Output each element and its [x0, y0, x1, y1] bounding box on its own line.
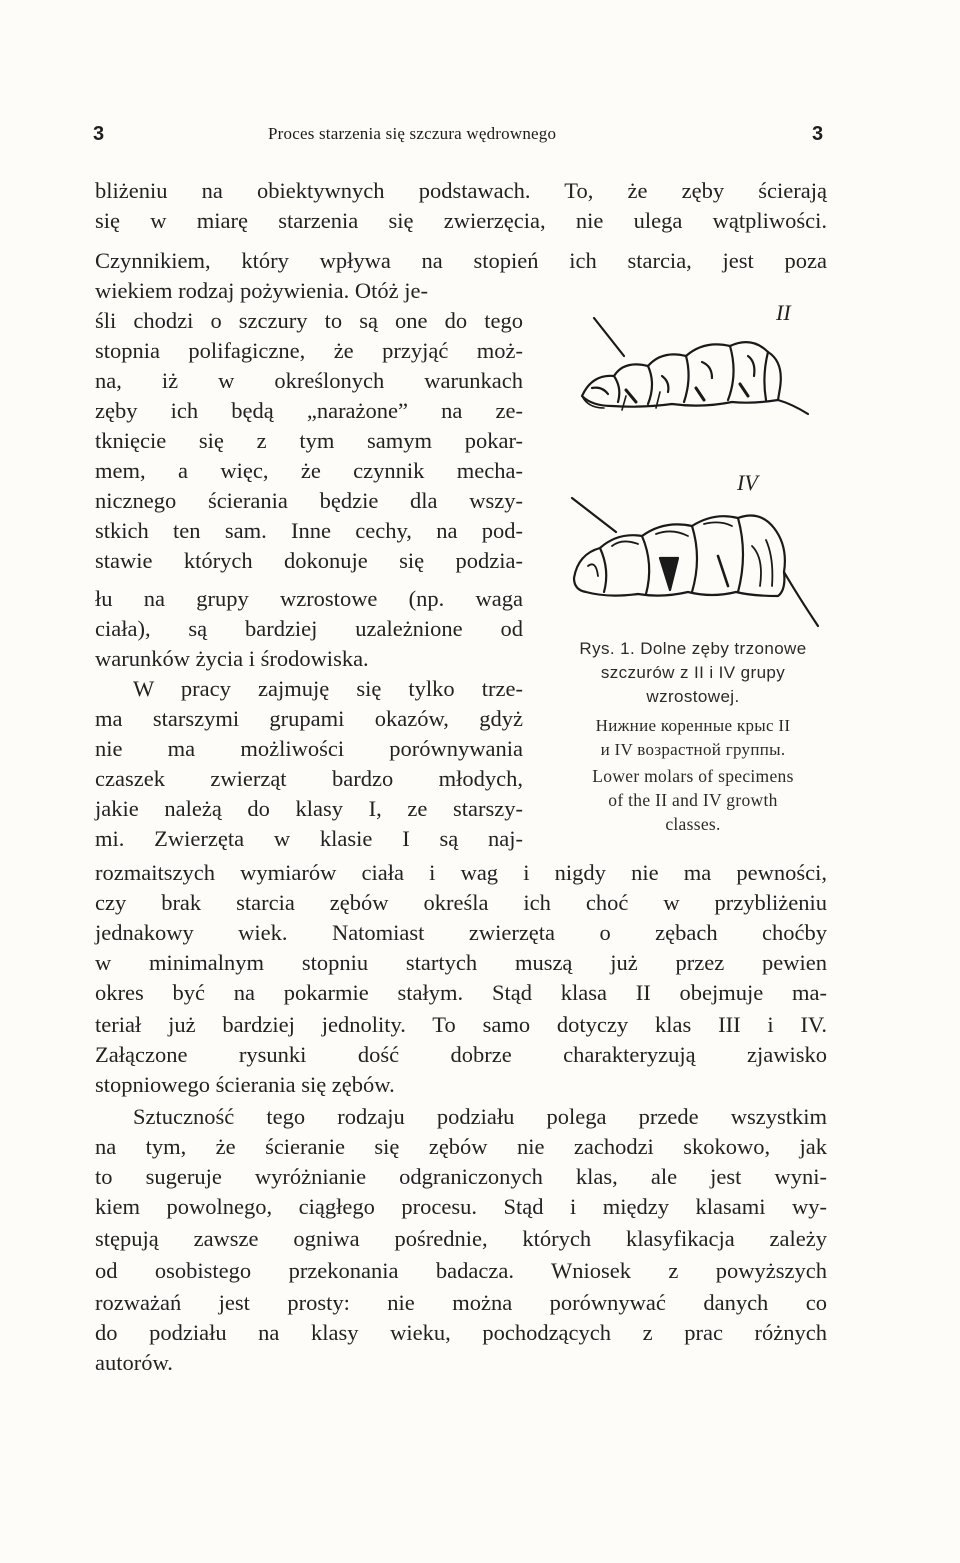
text-line: jakie należą do klasy I, ze starszy- [95, 796, 523, 821]
text-line: rozważań jest prosty: nie można porównywać danych co [95, 1290, 827, 1315]
molars-group-ii [582, 342, 808, 414]
text-line: stępują zawsze ogniwa pośrednie, których klasyfikacja zależy [95, 1226, 827, 1251]
text-line: W pracy zajmuję się tylko trze- [133, 676, 523, 701]
text-line: czy brak starcia zębów określa ich choć w przybliżeniu [95, 890, 827, 915]
text-line: Załączone rysunki dość dobrze charakteryzują zjawisko [95, 1042, 827, 1067]
text-line: autorów. [95, 1350, 173, 1375]
molars-group-iv [574, 516, 818, 626]
text-line: nie ma możliwości porównywania [95, 736, 523, 761]
caption-line-ru: и IV возрастной группы. [600, 740, 786, 759]
text-line: bliżeniu na obiektywnych podstawach. To, że zęby ścierają [95, 178, 827, 203]
text-line: na, iż w określonych warunkach [95, 368, 523, 393]
text-line: wiekiem rodzaj pożywienia. Otóż je- [95, 278, 428, 303]
caption-line-pl: wzrostowej. [646, 687, 740, 706]
text-line: stkich ten sam. Inne cechy, na pod- [95, 518, 523, 543]
text-line: teriał już bardziej jednolity. To samo dotyczy klas III i IV. [95, 1012, 827, 1037]
text-line: od osobistego przekonania badacza. Wniosek z powyższych [95, 1258, 827, 1283]
text-line: się w miarę starzenia się zwierzęcia, nie ulega wątpliwości. [95, 208, 827, 233]
text-line: to sugeruje wyróżnianie odgraniczonych klas, ale jest wyni- [95, 1164, 827, 1189]
text-line: tknięcie się z tym samym pokar- [95, 428, 523, 453]
text-line: łu na grupy wzrostowe (np. waga [95, 586, 523, 611]
text-line: kiem powolnego, ciągłego procesu. Stąd i między klasami wy- [95, 1194, 827, 1219]
text-line: mi. Zwierzęta w klasie I są naj- [95, 826, 523, 851]
text-line: warunków życia i środowiska. [95, 646, 369, 671]
text-line: nicznego ścierania będzie dla wszy- [95, 488, 523, 513]
text-line: do podziału na klasy wieku, pochodzących z prac różnych [95, 1320, 827, 1345]
caption-line-pl: Rys. 1. Dolne zęby trzonowe [579, 639, 807, 658]
caption-line-en: Lower molars of specimens [592, 766, 794, 786]
page-number-left: 3 [93, 123, 105, 145]
figure-label-ii: II [776, 300, 791, 325]
text-line: w minimalnym stopniu startych muszą już przez pewien [95, 950, 827, 975]
text-line: Czynnikiem, który wpływa na stopień ich starcia, jest poza [95, 248, 827, 273]
text-line: stopniowego ścierania się zębów. [95, 1072, 395, 1097]
text-line: zęby ich będą „narażone” na ze- [95, 398, 523, 423]
text-line: stopnia polifagiczne, że przyjąć moż- [95, 338, 523, 363]
text-line: okres być na pokarmie stałym. Stąd klasa II obejmuje ma- [95, 980, 827, 1005]
caption-line-ru: Нижние коренные крыс II [595, 716, 791, 735]
text-line: stawie których dokonuje się podzia- [95, 548, 523, 573]
text-line: śli chodzi o szczury to są one do tego [95, 308, 523, 333]
figure-label-iv: IV [737, 470, 758, 495]
text-line: na tym, że ścieranie się zębów nie zachodzi skokowo, jak [95, 1134, 827, 1159]
text-line: ma starszymi grupami okazów, gdyż [95, 706, 523, 731]
running-title: Proces starzenia się szczura wędrownego [268, 124, 557, 143]
caption-line-en: of the II and IV growth [608, 790, 778, 810]
text-line: ciała), są bardziej uzależnione od [95, 616, 523, 641]
molars-illustration [552, 296, 842, 641]
pointer-line [572, 498, 616, 532]
page-number-right: 3 [812, 123, 824, 145]
text-line: czaszek zwierząt bardzo młodych, [95, 766, 523, 791]
text-line: jednakowy wiek. Natomiast zwierzęta o zębach choćby [95, 920, 827, 945]
text-line: mem, a więc, że czynnik mecha- [95, 458, 523, 483]
caption-line-pl: szczurów z II i IV grupy [600, 663, 786, 682]
text-line: rozmaitszych wymiarów ciała i wag i nigdy nie ma pewności, [95, 860, 827, 885]
text-line: Sztuczność tego rodzaju podziału polega przede wszystkim [133, 1104, 827, 1129]
pointer-line [594, 318, 624, 356]
caption-line-en: classes. [665, 814, 721, 834]
